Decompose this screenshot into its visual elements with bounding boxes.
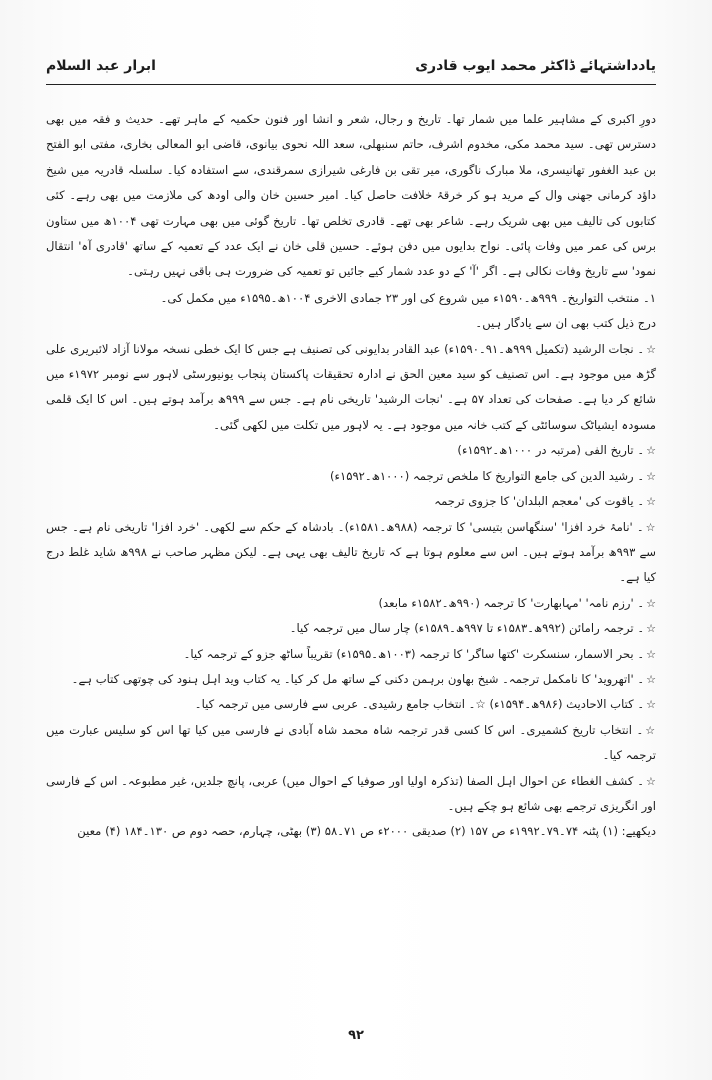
references: دیکھیے: (۱) پٹنہ ۷۴۔۷۹۔۱۹۹۲ء ص ۱۵۷ (۲) صدیقی ۲۰۰۰ء ص ۷۱۔۵۸ (۳) بھٹی، چہارم، حصہ دوم ص ۱۳۰۔۱۸۴ (۴) معین bbox=[77, 824, 656, 839]
star-icon: ☆ bbox=[646, 774, 656, 788]
work-item: ☆۔ 'رزم نامہ' 'مہابھارت' کا ترجمہ (۹۹۰ھ۔۱۵۸۲ء مابعد) bbox=[378, 595, 656, 610]
star-icon: ☆ bbox=[646, 672, 656, 686]
star-icon: ☆ bbox=[646, 622, 656, 636]
star-icon: ☆ bbox=[646, 596, 656, 610]
star-icon: ☆ bbox=[646, 698, 656, 712]
chapter-title: ابرار عبد السلام bbox=[46, 58, 156, 74]
main-paragraph: دورِ اکبری کے مشاہیر علما میں شمار تھا۔ تاریخ و رجال، شعر و انشا اور فنون حکمیہ کے ماہر تھے۔ حدیث و فقہ میں بھی دسترس تھی۔ سید محمد مکی، مخدوم اشرف، حاتم سنبھلی، سعد اللہ نحوی بیانوی، قاضی ابو المعالی بخاری، مفتی ابو الفتح بن عبد الغفور تھانیسری، ملا مبارک ناگوری، میر تقی بن فارغی شیرازی سمرقندی، سے استفادہ کیا۔ سلسلہ قادریہ میں شیخ داؤد کرمانی جھنی وال کے مرید ہو کر خرقۂ خلافت حاصل کیا۔ امیر حسین خان والی اودھ کی ملازمت میں بھی رہے۔ کئی کتابوں کی تالیف میں بھی شریک رہے۔ شاعر بھی تھے۔ قادری تخلص تھا۔ تاریخ گوئی میں بھی مہارت تھی ۱۰۰۴ھ میں ستاون برس کی عمر میں وفات پائی۔ نواح بدایوں میں دفن ہوئے۔ حسین قلی خان نے ایک عدد کے تعمیہ کے ساتھ 'قادری آہ' انتقال نمود' سے تاریخ وفات نکالی ہے۔ اگر 'آ' کے دو عدد شمار کیے جائیں تو تعمیہ کی ضرورت ہی باقی نہیں رہتی۔ bbox=[46, 112, 656, 279]
star-icon: ☆ bbox=[645, 520, 656, 534]
work-item: ☆۔ تاریخ الفی (مرتبہ در ۱۰۰۰ھ۔۱۵۹۲ء) bbox=[457, 443, 656, 458]
star-icon: ☆ bbox=[645, 723, 656, 737]
star-icon: ☆ bbox=[646, 444, 656, 458]
star-icon: ☆ bbox=[646, 469, 656, 483]
body-text bbox=[46, 107, 656, 845]
list-intro: درج ذیل کتب بھی ان سے یادگار ہیں۔ bbox=[475, 316, 656, 331]
work-item: ☆۔ نجات الرشید (تکمیل ۹۹۹ھ۔۹۱۔۱۵۹۰ء) عبد القادر بدایونی کی تصنیف ہے جس کا ایک خطی نسخہ مولانا آزاد لائبریری علی گڑھ میں موجود ہے۔ اس تصنیف کو سید معین الحق نے ادارہ تحقیقات پاکستان پنجاب یونیورسٹی لاہور سے نومبر ۱۹۷۲ء میں شائع کر دیا ہے۔ صفحات کی تعداد ۵۷ ہے۔ 'نجات الرشید' تاریخی نام ہے۔ جس سے ۹۹۹ھ برآمد ہوتے ہیں۔ اس کا ایک قلمی مسودہ ایشیاٹک سوسائٹی کے کتب خانہ میں موجود ہے۔ یہ لاہور میں تکلت میں لکھی گئی۔ bbox=[46, 341, 657, 432]
work-item: ☆۔ کتاب الاحادیث (۹۸۶ھ۔۱۵۹۴ء) ☆۔ انتخاب جامع رشیدی۔ عربی سے فارسی میں ترجمہ کیا۔ bbox=[194, 697, 656, 712]
star-icon: ☆ bbox=[646, 342, 656, 356]
running-header bbox=[46, 54, 656, 85]
work-item: ☆۔ 'نامۂ خرد افزا' 'سنگھاسن بتیسی' کا ترجمہ (۹۸۸ھ۔۱۵۸۱ء)۔ بادشاہ کے حکم سے لکھی۔ 'خرد افزا' تاریخی نام ہے۔ جس سے ۹۹۳ھ برآمد ہوتے ہیں۔ اس سے معلوم ہوتا ہے کہ تاریخ تالیف بھی یہی ہے۔ لیکن مظہر صاحب نے ۹۹۸ھ شاید غلط درج کیا ہے۔ bbox=[46, 519, 656, 585]
work-item: ☆۔ انتخاب تاریخ کشمیری۔ اس کا کسی قدر ترجمہ شاہ محمد شاہ آبادی نے فارسی میں کیا تھا اس کو سلیس عبارت میں ترجمہ کیا۔ bbox=[46, 722, 656, 763]
work-item: ☆۔ کشف الغطاء عن احوال اہل الصفا (تذکرہ اولیا اور صوفیا کے احوال میں) عربی، پانچ جلدیں، غیر مطبوعہ۔ اس کے فارسی اور انگریزی ترجمے بھی شائع ہو چکے ہیں۔ bbox=[46, 773, 656, 813]
work-item: ☆۔ یاقوت کی 'معجم البلدان' کا جزوی ترجمہ bbox=[434, 494, 656, 509]
star-icon: ☆ bbox=[646, 495, 656, 509]
work-item: ☆۔ ترجمہ رامائن (۹۹۲ھ۔۱۵۸۳ء تا ۹۹۷ھ۔۱۵۸۹ء) چار سال میں ترجمہ کیا۔ bbox=[289, 621, 656, 636]
page-number: ۹۲ bbox=[348, 1028, 364, 1043]
work-item: ☆۔ رشید الدین کی جامع التواریخ کا ملخص ترجمہ (۱۰۰۰ھ۔۱۵۹۲ء) bbox=[330, 468, 656, 483]
work-item: ☆۔ 'اتھروید' کا نامکمل ترجمہ۔ شیخ بھاون برہمن دکنی کے ساتھ مل کر کیا۔ یہ کتاب وید اہل ہنود کی چوتھی کتاب ہے۔ bbox=[71, 671, 656, 686]
work-item: ☆۔ بحر الاسمار، سنسکرت 'کتھا ساگر' کا ترجمہ (۱۰۰۳ھ۔۱۵۹۵ء) تقریباً ساٹھ جزو کے ترجمہ کیا۔ bbox=[183, 646, 656, 661]
footnote-1: ۱۔ منتخب التواریخ۔ ۹۹۹ھ۔۱۵۹۰ء میں شروع کی اور ۲۳ جمادی الاخری ۱۰۰۴ھ۔۱۵۹۵ء میں مکمل کی۔ bbox=[160, 290, 656, 305]
running-title: یادداشتہائے ڈاکٹر محمد ایوب قادری bbox=[415, 58, 656, 74]
star-icon: ☆ bbox=[646, 647, 656, 661]
